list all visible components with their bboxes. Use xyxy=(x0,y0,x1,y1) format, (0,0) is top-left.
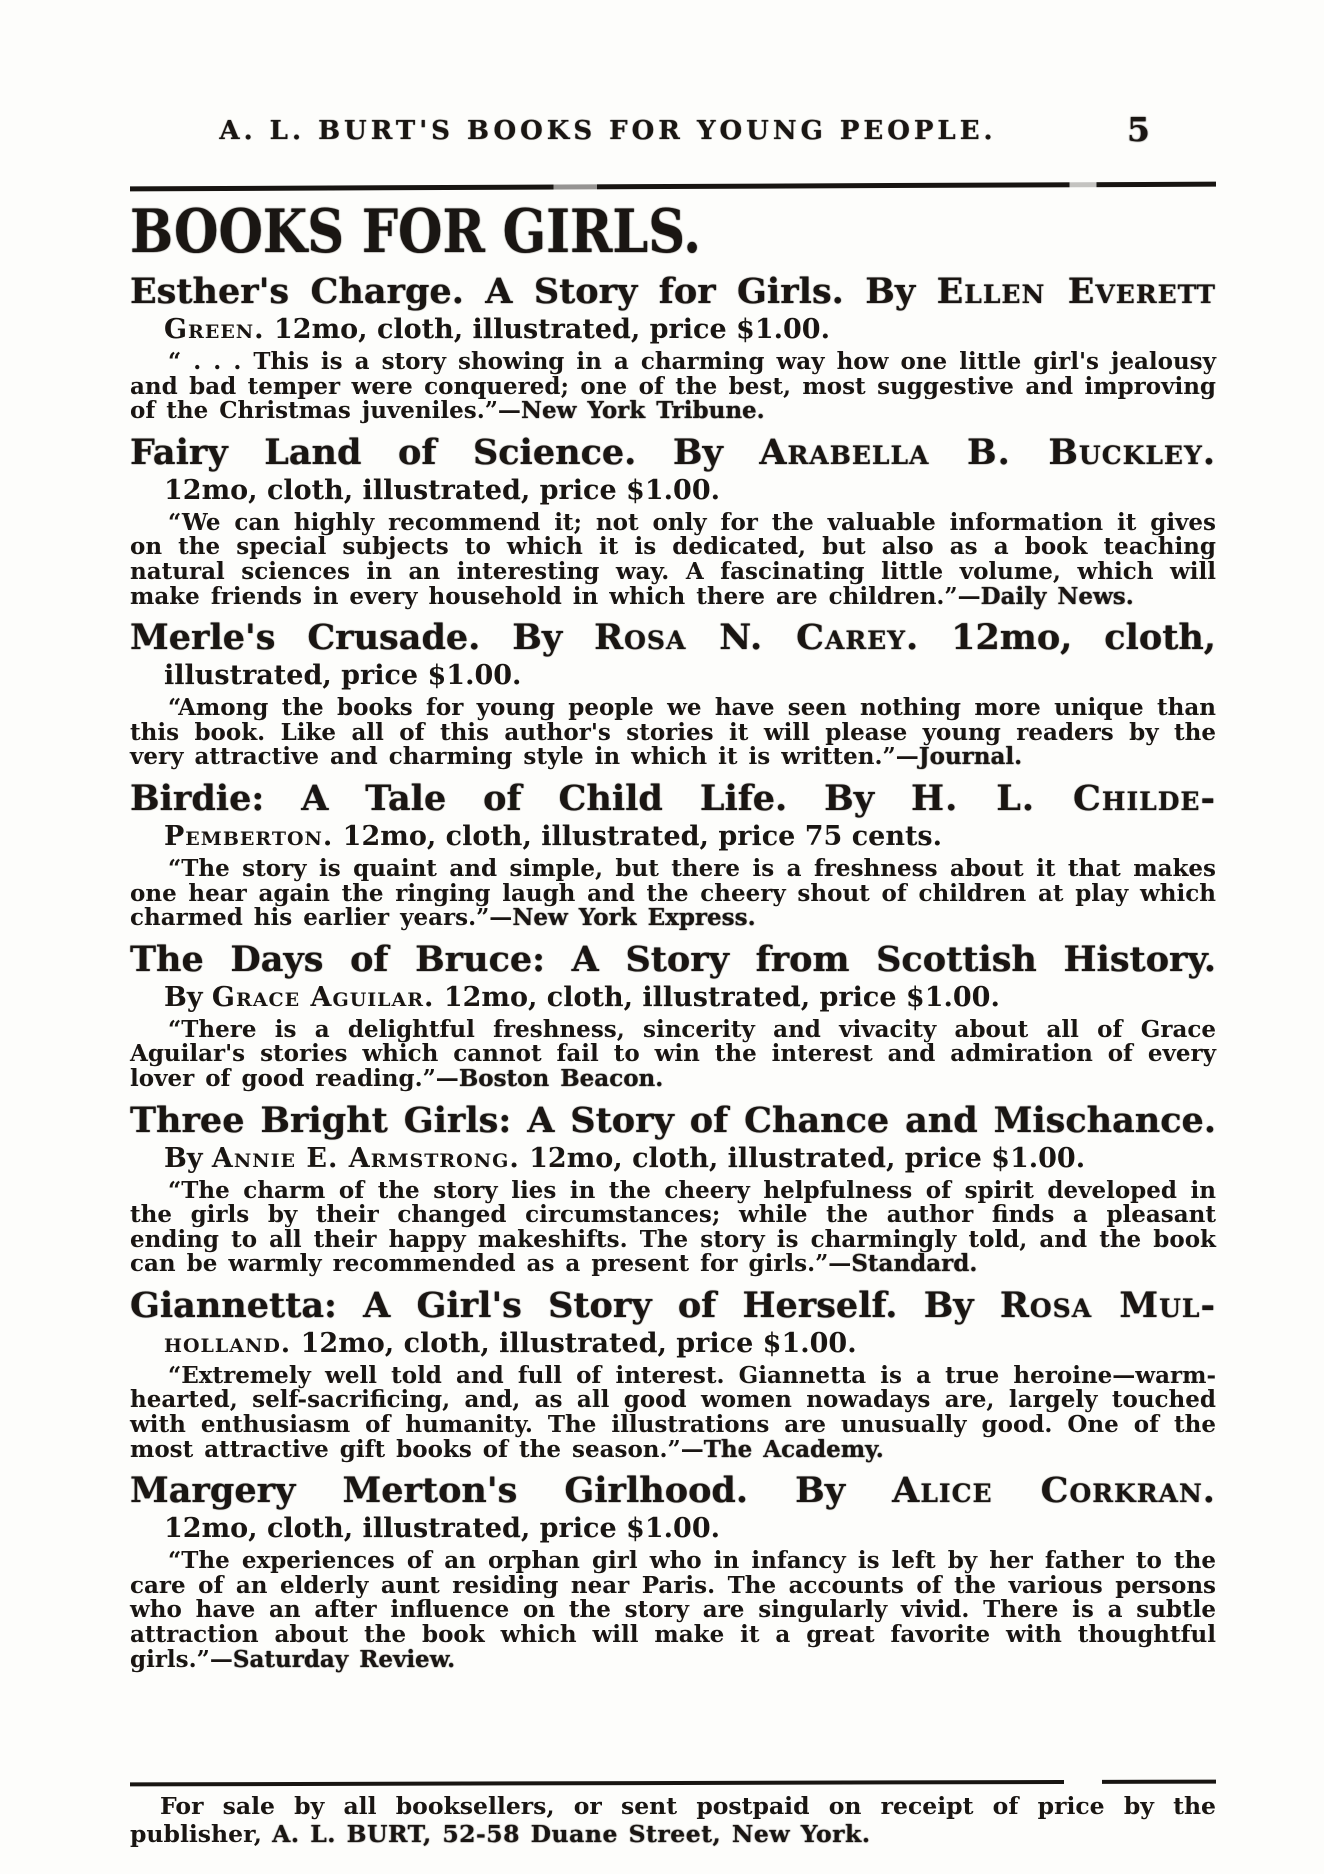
book-title xyxy=(130,779,1216,818)
book-author: H. L. Childe- xyxy=(911,777,1216,819)
publisher-address: A. L. BURT, 52-58 Duane Street, New York. xyxy=(272,1820,871,1848)
review-source: Saturday Review. xyxy=(232,1645,456,1673)
review-text: “We can highly recommend it; not only for the valuable information it gives on the special subjects to which it is dedicated, but also as a book teaching natural sciences in an interesting way. A fascinating little volume, which will make friends in every household in which there are children.”— xyxy=(130,508,1216,610)
book-imprint xyxy=(130,315,1216,345)
book-title xyxy=(130,940,1216,979)
review-source: New York Tribune. xyxy=(520,397,765,425)
book-imprint xyxy=(130,983,1216,1013)
book-imprint xyxy=(130,476,1216,506)
book-title-text: Giannetta: A Girl's Story of Herself. By xyxy=(130,1284,1000,1326)
review-source: New York Express. xyxy=(512,904,756,932)
book-entry xyxy=(130,940,1216,1092)
book-author: Rosa Mul- xyxy=(999,1284,1216,1326)
section-title: BOOKS FOR GIRLS. xyxy=(130,197,702,267)
book-review xyxy=(130,350,1216,424)
running-header xyxy=(130,110,1216,158)
book-entry xyxy=(130,618,1216,770)
imprint-author: holland. xyxy=(164,1327,292,1359)
book-review xyxy=(130,696,1216,770)
book-title-text: Margery Merton's Girlhood. By xyxy=(130,1470,893,1512)
review-source: Standard. xyxy=(851,1250,978,1278)
review-text: “There is a delightful freshness, sincerity and vivacity about all of Grace Aguilar's stories which cannot fail to win the interest and admiration of every lover of good reading.”— xyxy=(130,1015,1216,1092)
book-review xyxy=(130,1361,1216,1463)
header-rule xyxy=(130,182,1216,192)
book-imprint xyxy=(130,1329,1216,1359)
imprint-text: 12mo, cloth, illustrated, price $1.00. xyxy=(434,981,1000,1013)
review-text: “Extremely well told and full of interest. Giannetta is a true heroine—warm-hearted, self-sacrificing, and, as all good women nowadays are, largely touched with enthusiasm of humanity. The illustrations are unusually good. One of the most attractive gift books of the season.”— xyxy=(130,1361,1216,1463)
book-imprint xyxy=(130,1144,1216,1174)
footer-rule xyxy=(130,1780,1216,1787)
book-title-text: Esther's Charge. A Story for Girls. By xyxy=(130,271,937,312)
imprint-text: 12mo, cloth, illustrated, price $1.00. xyxy=(291,1327,857,1359)
running-header-title: A. L. BURT'S BOOKS FOR YOUNG PEOPLE. xyxy=(219,116,997,146)
book-title-tail: 12mo, cloth, xyxy=(919,617,1216,659)
book-title xyxy=(130,1286,1216,1325)
book-imprint xyxy=(130,1514,1216,1544)
book-title-text: The Days of Bruce: A Story from Scottish History. xyxy=(130,938,1216,980)
book-review xyxy=(130,1549,1216,1672)
book-title xyxy=(130,1471,1216,1510)
book-title xyxy=(130,618,1216,657)
book-entry xyxy=(130,1101,1216,1277)
review-text: “The experiences of an orphan girl who in infancy is left by her father to the care of an elderly aunt residing near Paris. The accounts of the various persons who have an after influence on the story are singularly vivid. There is a subtle attraction about the book which will make it a great favorite with thoughtful girls.”— xyxy=(130,1547,1216,1673)
book-title xyxy=(130,1101,1216,1140)
book-title-text: Merle's Crusade. By xyxy=(130,617,595,659)
review-text: “ . . . This is a story showing in a charming way how one little girl's jealousy and bad temper were conquered; one of the best, most suggestive and improving of the Christmas juveniles.”— xyxy=(130,348,1216,425)
book-imprint xyxy=(130,822,1216,852)
review-text: “Among the books for young people we have seen nothing more unique than this book. Like all of this author's stories it will please young readers by the very attractive and charming style in which it is written.”— xyxy=(130,694,1216,771)
book-review xyxy=(130,508,1216,610)
book-review xyxy=(130,854,1216,932)
book-author: Ellen Everett xyxy=(936,271,1216,312)
imprint-text: 12mo, cloth, illustrated, price $1.00. xyxy=(519,1142,1086,1174)
review-source: Journal. xyxy=(918,743,1023,771)
imprint-text: 12mo, cloth, illustrated, price $1.00. xyxy=(164,474,721,506)
review-source: Daily News. xyxy=(980,582,1134,610)
book-author: Alice Corkran. xyxy=(892,1470,1216,1512)
footer-notice xyxy=(130,1792,1216,1848)
book-author: Arabella B. Buckley. xyxy=(759,431,1217,473)
book-title-text: Fairy Land of Science. By xyxy=(130,431,760,473)
book-title xyxy=(130,272,1216,311)
book-review xyxy=(130,1176,1216,1278)
book-entry xyxy=(130,272,1216,424)
book-entry xyxy=(130,1471,1216,1672)
page-footer xyxy=(130,1781,1216,1848)
review-text: “The story is quaint and simple, but there is a freshness about it that makes one hear again the ringing laugh and the cheery shout of children at play which charmed his earlier years.”— xyxy=(130,854,1216,932)
footer-notice-text: For sale by all booksellers, or sent postpaid on receipt of price by the publisher, xyxy=(130,1792,1216,1848)
imprint-author: Pemberton. xyxy=(164,820,334,852)
imprint-text: 12mo, cloth, illustrated, price $1.00. xyxy=(164,1513,721,1545)
book-review xyxy=(130,1015,1216,1092)
imprint-text: 12mo, cloth, illustrated, price 75 cents. xyxy=(333,820,943,852)
imprint-author: Annie E. Armstrong. xyxy=(211,1142,520,1174)
imprint-author: Grace Aguilar. xyxy=(211,981,435,1013)
book-title-text: Three Bright Girls: A Story of Chance and Mischance. xyxy=(130,1099,1216,1141)
book-entry xyxy=(130,433,1216,609)
book-imprint xyxy=(130,661,1216,691)
imprint-author: Green. xyxy=(164,314,265,345)
review-source: Boston Beacon. xyxy=(458,1064,664,1092)
imprint-pre: By xyxy=(164,981,212,1013)
review-source: The Academy. xyxy=(703,1435,884,1463)
imprint-pre: By xyxy=(164,1142,212,1174)
imprint-text: 12mo, cloth, illustrated, price $1.00. xyxy=(264,314,830,345)
book-entry xyxy=(130,1286,1216,1462)
review-text: “The charm of the story lies in the cheery helpfulness of spirit developed in the girls by their changed circumstances; while the author finds a pleasant ending to all their happy makeshifts. The story is charmingly told, and the book can be warmly recommended as a present for girls.”— xyxy=(130,1176,1216,1278)
page-number: 5 xyxy=(1127,110,1150,149)
book-author: Rosa N. Carey. xyxy=(594,617,920,659)
book-title-text: Birdie: A Tale of Child Life. By xyxy=(130,777,912,819)
book-title xyxy=(130,433,1216,472)
imprint-text: illustrated, price $1.00. xyxy=(164,660,522,692)
book-entry xyxy=(130,779,1216,931)
